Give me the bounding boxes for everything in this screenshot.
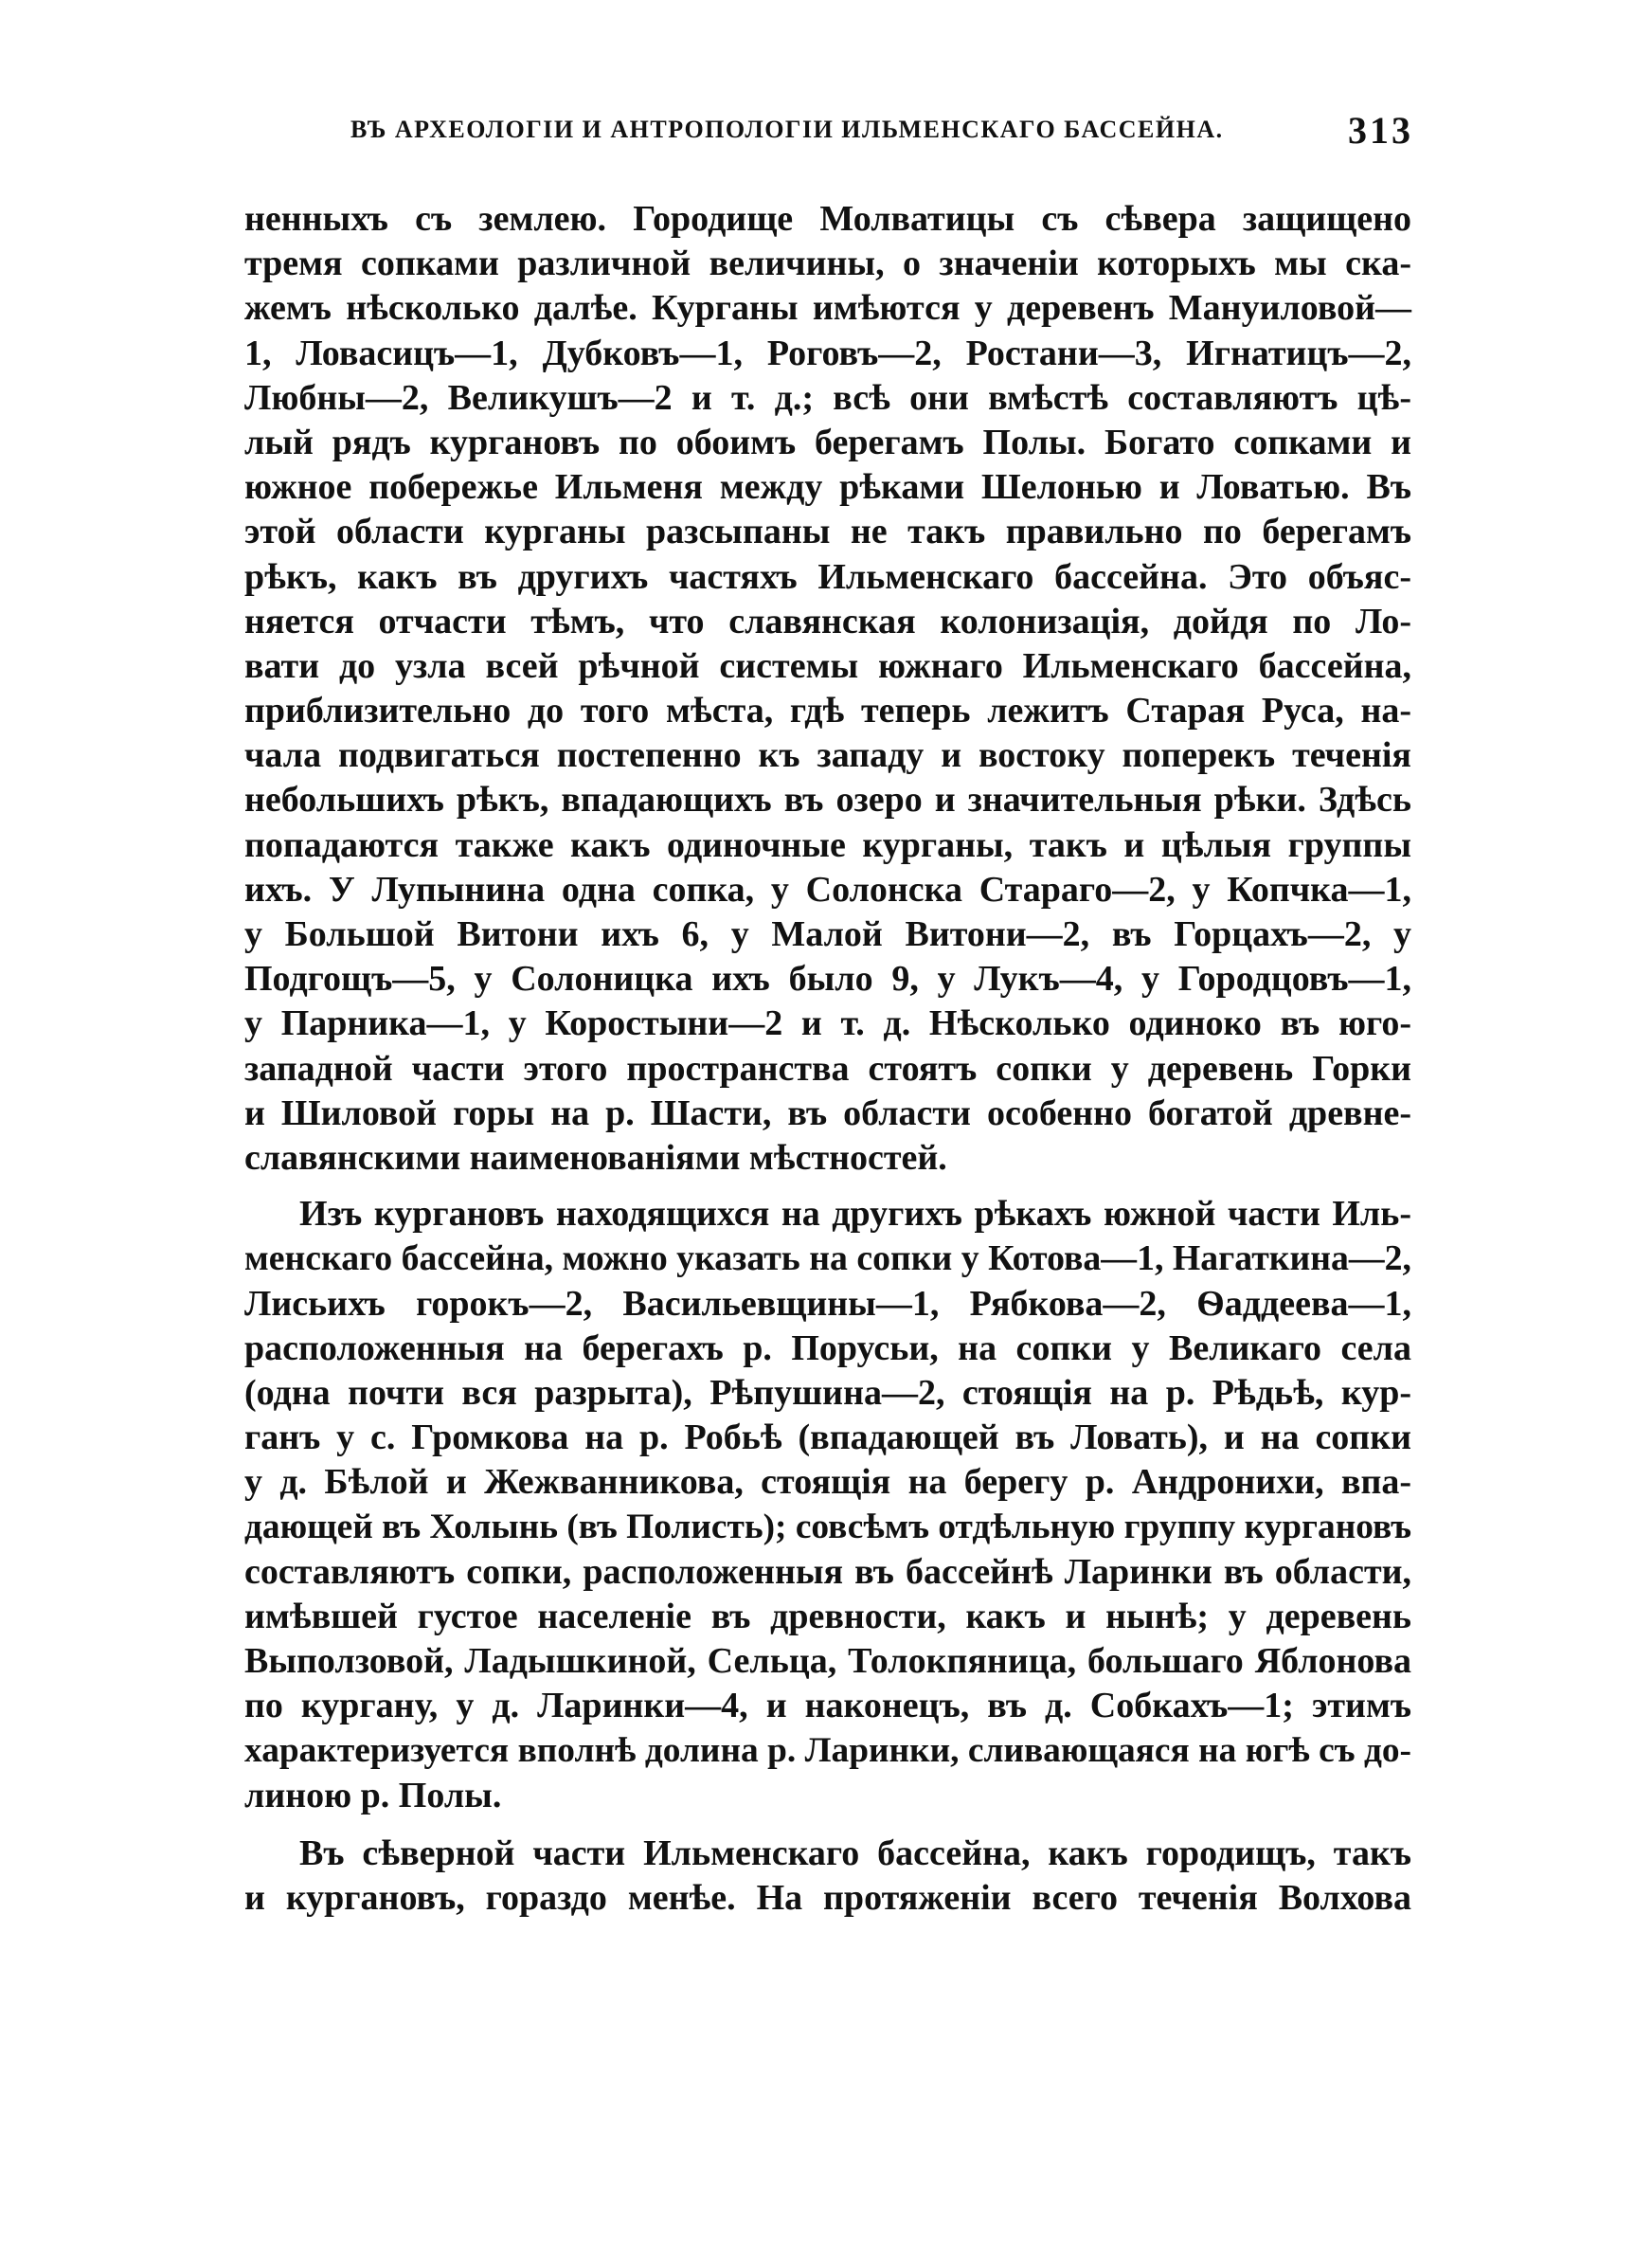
- paragraph-1: [244, 197, 1411, 1181]
- text-line: лый рядъ кургановъ по обоимъ берегамъ Полы. Богато сопками и: [244, 422, 1411, 462]
- text-line: составляютъ сопки, расположенныя въ бассейнѣ Ларинки въ области,: [244, 1551, 1411, 1592]
- paragraph-2: [244, 1192, 1411, 1818]
- text-line: рѣкъ, какъ въ другихъ частяхъ Ильменскаго бассейна. Это объяс-: [244, 556, 1411, 597]
- text-line: Изъ кургановъ находящихся на другихъ рѣкахъ южной части Иль-: [299, 1194, 1411, 1235]
- text-line: тремя сопками различной величины, о значеніи которыхъ мы ска-: [244, 244, 1411, 284]
- running-title: ВЪ АРХЕОЛОГІИ И АНТРОПОЛОГІИ ИЛЬМЕНСКАГО БАССЕЙНА.: [350, 116, 1224, 143]
- text-line: приблизительно до того мѣста, гдѣ теперь лежитъ Старая Руса, на-: [244, 691, 1411, 731]
- text-line: менскаго бассейна, можно указать на сопки у Котова—1, Нагаткина—2,: [244, 1238, 1411, 1279]
- paragraph-3: [244, 1832, 1411, 1921]
- text-line: вати до узла всей рѣчной системы южнаго Ильменскаго бассейна,: [244, 645, 1411, 686]
- body-text: [244, 197, 1411, 1921]
- text-line: Въ сѣверной части Ильменскаго бассейна, какъ городищъ, такъ: [299, 1833, 1411, 1873]
- text-line: по кургану, у д. Ларинки—4, и наконецъ, въ д. Собкахъ—1; этимъ: [244, 1686, 1411, 1726]
- text-line: жемъ нѣсколько далѣе. Курганы имѣются у деревенъ Мануиловой—: [244, 288, 1411, 329]
- text-line: (одна почти вся разрыта), Рѣпушина—2, стоящія на р. Рѣдьѣ, кур-: [244, 1372, 1411, 1413]
- text-line: ихъ. У Лупынина одна сопка, у Солонска Стараго—2, у Копчка—1,: [244, 869, 1411, 910]
- text-line: Подгощъ—5, у Солоницка ихъ было 9, у Лукъ—4, у Городцовъ—1,: [244, 959, 1411, 1000]
- text-line: западной части этого пространства стоятъ сопки у деревень Горки: [244, 1048, 1411, 1089]
- text-line: характеризуется вполнѣ долина р. Ларинки, сливающаяся на югѣ съ до-: [244, 1731, 1411, 1771]
- text-line: и кургановъ, гораздо менѣе. На протяженіи всего теченія Волхова: [244, 1877, 1411, 1918]
- page-number: 313: [1348, 109, 1413, 152]
- text-line: ненныхъ съ землею. Городище Молватицы съ сѣвера защищено: [244, 199, 1411, 239]
- text-line: южное побережье Ильменя между рѣками Шелонью и Ловатью. Въ: [244, 467, 1411, 508]
- text-line: попадаются также какъ одиночные курганы, такъ и цѣлыя группы: [244, 824, 1411, 865]
- text-line: и Шиловой горы на р. Шасти, въ области особенно богатой древне-: [244, 1092, 1411, 1133]
- text-line: линою р. Полы.: [244, 1775, 502, 1815]
- text-line: ганъ у с. Громкова на р. Робьѣ (впадающей въ Ловать), и на сопки: [244, 1417, 1411, 1458]
- text-line: 1, Ловасицъ—1, Дубковъ—1, Роговъ—2, Ростани—3, Игнатицъ—2,: [244, 333, 1411, 373]
- text-line: у Парника—1, у Коростыни—2 и т. д. Нѣсколько одиноко въ юго-: [244, 1003, 1411, 1044]
- text-line: дающей въ Холынь (въ Полисть); совсѣмъ отдѣльную группу кургановъ: [244, 1508, 1411, 1547]
- text-line: у Большой Витони ихъ 6, у Малой Витони—2, въ Горцахъ—2, у: [244, 914, 1411, 954]
- text-line: расположенныя на берегахъ р. Порусьи, на сопки у Великаго села: [244, 1327, 1411, 1368]
- text-line: чала подвигаться постепенно къ западу и востоку поперекъ теченія: [244, 735, 1411, 776]
- text-line: Выползовой, Ладышкиной, Сельца, Толокпяница, большаго Яблонова: [244, 1641, 1411, 1681]
- text-line: Любны—2, Великушъ—2 и т. д.; всѣ они вмѣстѣ составляютъ цѣ-: [244, 377, 1411, 418]
- text-line: у д. Бѣлой и Жежванникова, стоящія на берегу р. Андронихи, впа-: [244, 1462, 1411, 1503]
- text-line: славянскими наименованіями мѣстностей.: [244, 1137, 947, 1178]
- text-line: небольшихъ рѣкъ, впадающихъ въ озеро и значительныя рѣки. Здѣсь: [244, 780, 1411, 821]
- text-line: Лисьихъ горокъ—2, Васильевщины—1, Рябкова—2, Ѳаддеева—1,: [244, 1283, 1411, 1324]
- text-line: этой области курганы разсыпаны не такъ правильно по берегамъ: [244, 512, 1411, 552]
- running-head: [350, 109, 1440, 157]
- text-line: имѣвшей густое населеніе въ древности, какъ и нынѣ; у деревень: [244, 1596, 1411, 1636]
- text-line: няется отчасти тѣмъ, что славянская колонизація, дойдя по Ло-: [244, 601, 1411, 641]
